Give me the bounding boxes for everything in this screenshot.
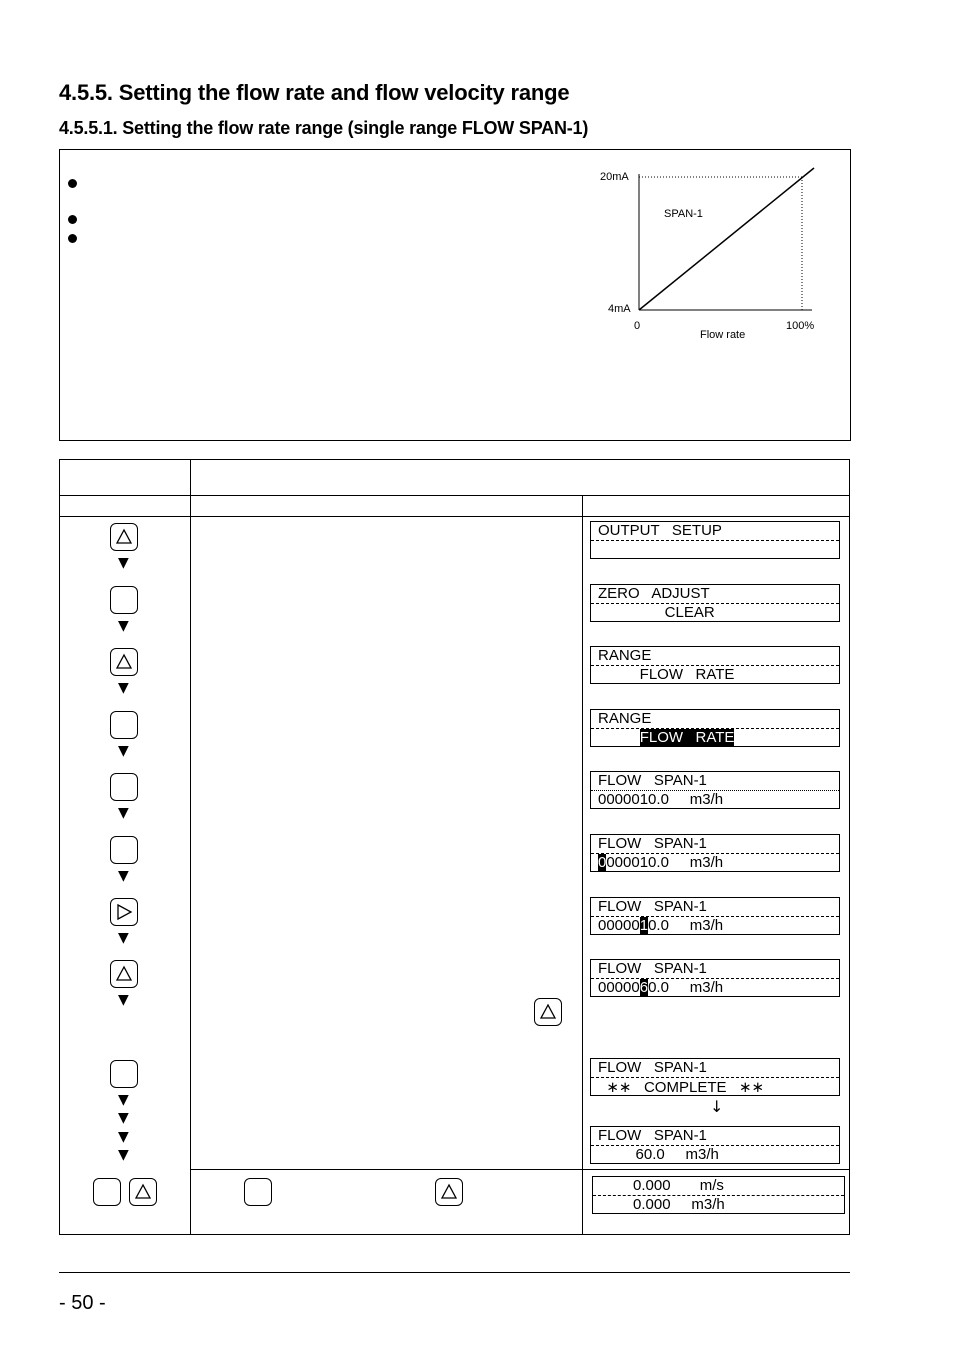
flow-span-chart <box>590 160 830 350</box>
lcd-line-1: FLOW SPAN-1 <box>598 772 707 789</box>
lcd-line-2 <box>598 979 723 996</box>
x-right-label: 100% <box>786 320 815 332</box>
lcd-display <box>590 1058 840 1096</box>
lcd-text: 000010.0 m3/h <box>606 854 724 871</box>
table-rule <box>191 1169 850 1170</box>
lcd-text: 0.0 m3/h <box>648 979 724 996</box>
blank-key[interactable] <box>93 1178 121 1206</box>
lcd-line-1: ZERO ADJUST <box>598 585 710 602</box>
down-arrow-icon: ▼ <box>118 1110 129 1126</box>
up-icon <box>111 649 137 675</box>
up-icon <box>111 961 137 987</box>
lcd-line-1: FLOW SPAN-1 <box>598 835 707 852</box>
down-arrow-icon: ▼ <box>118 992 129 1008</box>
bullet <box>68 234 77 243</box>
lcd-line-1: FLOW SPAN-1 <box>598 1127 707 1144</box>
down-arrow-icon: ▼ <box>118 930 129 946</box>
blank-key[interactable] <box>110 773 138 801</box>
lcd-line-1: FLOW SPAN-1 <box>598 960 707 977</box>
lcd-line-1: RANGE <box>598 710 652 727</box>
series-label: SPAN-1 <box>664 208 703 220</box>
lcd-cursor-text: FLOW RATE <box>639 729 735 746</box>
lcd-line-1: FLOW SPAN-1 <box>598 1059 707 1076</box>
lcd-line-2 <box>598 729 734 746</box>
down-arrow-icon: ▼ <box>118 1147 129 1163</box>
lcd-line-2: 0.000 m3/h <box>633 1196 725 1213</box>
up-key[interactable] <box>435 1178 463 1206</box>
up-icon <box>130 1179 156 1205</box>
lcd-display <box>590 897 840 935</box>
blank-key[interactable] <box>110 1060 138 1088</box>
right-key[interactable] <box>110 898 138 926</box>
lcd-display <box>590 834 840 872</box>
page-number: - 50 - <box>59 1292 106 1314</box>
lcd-line-2 <box>598 854 723 871</box>
lcd-display <box>590 646 840 684</box>
lcd-line-1: FLOW SPAN-1 <box>598 898 707 915</box>
lcd-display <box>590 521 840 559</box>
table-col-rule <box>582 495 583 1235</box>
up-icon <box>111 524 137 550</box>
down-arrow-icon: ▼ <box>118 743 129 759</box>
up-key[interactable] <box>129 1178 157 1206</box>
footer-rule <box>59 1272 850 1273</box>
lcd-line-2 <box>598 917 723 934</box>
blank-key[interactable] <box>110 586 138 614</box>
down-arrow-icon: ▼ <box>118 555 129 571</box>
lcd-display <box>590 1126 840 1164</box>
table-rule <box>59 495 850 496</box>
lcd-display <box>590 584 840 622</box>
up-key[interactable] <box>110 960 138 988</box>
x-left-label: 0 <box>634 320 641 332</box>
lcd-line-1: RANGE <box>598 647 652 664</box>
lcd-text: 0.0 m3/h <box>648 917 724 934</box>
lcd-cursor-text: 1 <box>639 917 649 934</box>
lcd-line-2: 60.0 m3/h <box>598 1146 719 1163</box>
down-arrow-icon: ▼ <box>118 1092 129 1108</box>
down-arrow-icon: ▼ <box>118 805 129 821</box>
up-icon <box>535 999 561 1025</box>
blank-key[interactable] <box>110 711 138 739</box>
up-key[interactable] <box>110 523 138 551</box>
lcd-display <box>590 709 840 747</box>
section-title: 4.5.5.1. Setting the flow rate range (single range FLOW SPAN-1) <box>59 118 589 138</box>
y-bottom-label: 4mA <box>608 303 631 315</box>
lcd-cursor-text: 6 <box>639 979 649 996</box>
lcd-line-2: 0000010.0 m3/h <box>598 791 724 808</box>
right-icon <box>111 899 137 925</box>
y-top-label: 20mA <box>600 171 629 183</box>
down-arrow-icon: ▼ <box>118 868 129 884</box>
lcd-text: 00000 <box>598 917 640 934</box>
table-rule <box>59 516 850 517</box>
lcd-cursor-text: 0 <box>598 854 607 871</box>
down-arrow-icon: ▼ <box>118 680 129 696</box>
down-arrow-text: ↓ <box>710 1097 724 1116</box>
up-key[interactable] <box>110 648 138 676</box>
up-key[interactable] <box>534 998 562 1026</box>
measure-lcd-display <box>592 1176 845 1214</box>
lcd-display <box>590 771 840 809</box>
blank-key[interactable] <box>110 836 138 864</box>
down-arrow-icon: ▼ <box>118 618 129 634</box>
span-1-line <box>639 168 814 310</box>
lcd-line-1: OUTPUT SETUP <box>598 522 722 539</box>
lcd-display <box>590 959 840 997</box>
x-axis-label: Flow rate <box>700 329 746 341</box>
bullet <box>68 215 77 224</box>
lcd-line-1: 0.000 m/s <box>633 1177 724 1194</box>
lcd-line-2: FLOW RATE <box>598 666 735 683</box>
lcd-line-2: ∗∗ COMPLETE ∗∗ <box>598 1079 765 1096</box>
up-icon <box>436 1179 462 1205</box>
lcd-text <box>598 729 640 746</box>
down-arrow-icon: ▼ <box>118 1129 129 1145</box>
blank-key[interactable] <box>244 1178 272 1206</box>
page-title: 4.5.5. Setting the flow rate and flow velocity range <box>59 80 570 105</box>
table-col-rule <box>190 459 191 1235</box>
lcd-line-2: CLEAR <box>598 604 715 621</box>
bullet <box>68 179 77 188</box>
lcd-text: 00000 <box>598 979 640 996</box>
